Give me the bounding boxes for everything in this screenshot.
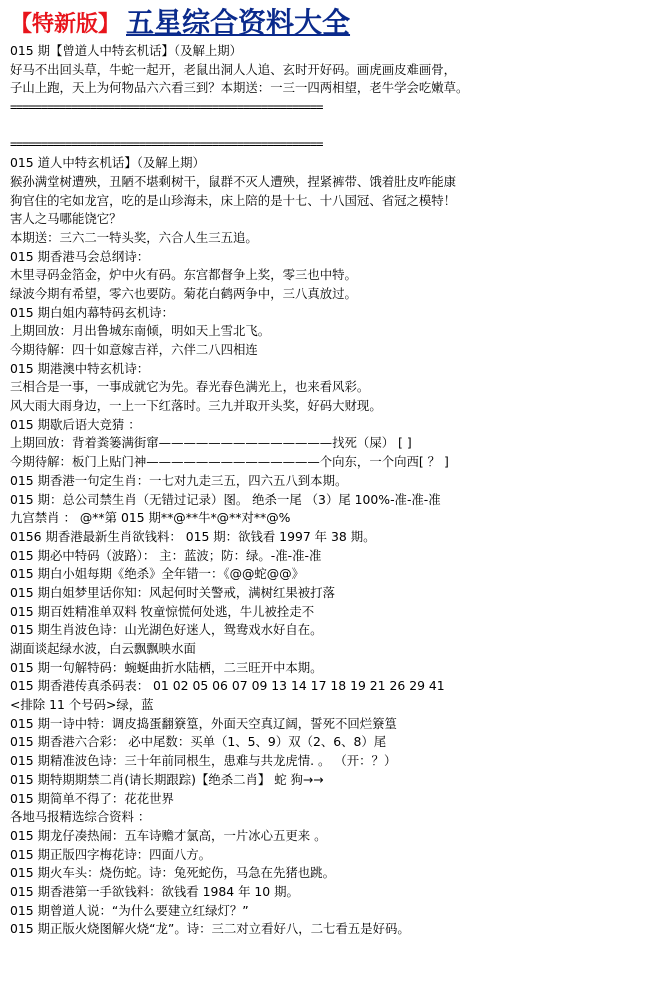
text-line: 0156 期香港最新生肖欲钱料： 015 期：欲钱看 1997 年 38 期。	[10, 528, 376, 544]
separator-line: ===================================================	[10, 100, 323, 115]
edition-badge: 【特新版】	[10, 12, 121, 37]
text-line: 015 期生肖波色诗：山光湖色好迷人，鸳鸯戏水好自在。	[10, 622, 323, 638]
text-line: 015 期一诗中特：调皮捣蛋翻簝篁，外面天空真辽阔，誓死不回烂簝篁	[10, 715, 397, 731]
text-line: 015 期正版四字梅花诗：四面八方。	[10, 846, 212, 862]
text-line: 015 期正版火烧图解火烧“龙”。诗：三二对立看好八，二七看五是好码。	[10, 921, 410, 937]
text-line: 015 期百姓精准单双料 牧童惊慌何处逃，牛儿被拴走不	[10, 603, 315, 619]
text-line: 015 期香港传真杀码表： 01 02 05 06 07 09 13 14 17 18 19 21 26 29 41	[10, 678, 445, 694]
text-line: 015 期白小姐每期《绝杀》全年错一：《@@蛇@@》	[10, 566, 304, 582]
text-line: 本期送：三六二一特头奖，六合人生三五追。	[10, 229, 258, 245]
text-line: 绿波今期有希望，零六也要防。菊花白鹤两争中，三八真放过。	[10, 285, 357, 301]
text-line: 015 期歇后语大竞猜 ：	[10, 416, 141, 432]
text-line: 015 期：总公司禁生肖（无错过记录）图。 绝杀一尾 （3）尾 100%-准-准-准	[10, 491, 441, 507]
text-line: 木里寻码金箔金，炉中火有码。东宫都督争上奖，零三也中特。	[10, 267, 357, 283]
text-line: 害人之马哪能饶它？	[10, 211, 122, 227]
text-line: 三相合是一事，一事成就它为先。春光春色满光上，也来看风彩。	[10, 379, 370, 395]
separator-line: ===================================================	[10, 137, 323, 152]
text-line: 九宫禁肖 ： @**第 015 期**@**牛*@**对**@%	[10, 510, 291, 526]
text-line: 猴孙满堂树遭殃，丑陋不堪剩树干，鼠群不灭人遭殃，捏紧裤带、饿着肚皮咋能康	[10, 173, 457, 189]
text-line: 湖面谈起绿水波，白云飘飘映水面	[10, 641, 196, 656]
text-line: 今期待解：板门上贴门神——————————————个向东，一个向西[ ？ ]	[10, 454, 449, 470]
text-line: 015 期必中特码（波路）： 主：蓝波；防：绿。-准-准-准	[10, 547, 322, 563]
document-header	[10, 2, 659, 40]
text-line: 015 期精准波色诗：三十年前同根生，患难与共龙虎情. 。 （开：？）	[10, 753, 397, 769]
text-line: 今期待解：四十如意嫁吉祥，六伴二八四相连	[10, 342, 258, 357]
text-line: 015 期白姐梦里话你知：风起何时关警戒，满树红果被打落	[10, 584, 335, 600]
text-line: 狗官住的宅如龙宫，吃的是山珍海未，床上陪的是十七、十八国冠、省冠之模特！	[10, 192, 457, 208]
text-line: 子山上跑，天上为何物品六六看三到？本期送：一三一四两相望，老牛学会吃嫩草。	[10, 80, 469, 96]
document-body	[10, 42, 659, 939]
text-line: 015 期曾道人说：“为什么要建立红绿灯？”	[10, 902, 249, 918]
text-line: 好马不出回头草，牛蛇一起开，老鼠出洞人人追、玄时开好码。画虎画皮难画骨，	[10, 61, 457, 77]
text-line: 015 期香港马会总纲诗：	[10, 248, 150, 264]
text-line: 015 期香港第一手欲钱料：欲钱看 1984 年 10 期。	[10, 883, 299, 899]
text-line: 015 期简单不得了：花花世界	[10, 790, 174, 806]
text-line: <排除 11 个号码>绿，蓝	[10, 697, 154, 713]
text-line: 015 期港澳中特玄机诗：	[10, 360, 150, 376]
blank-line	[10, 117, 659, 136]
text-line: 015 期特期期禁二肖(请长期跟踪)【绝杀二肖】 蛇 狗→→	[10, 771, 324, 787]
text-line: 上期回放：月出鲁城东南倾，明如天上雪北飞。	[10, 323, 271, 339]
text-line: 015 道人中特玄机话】（及解上期）	[10, 155, 205, 171]
text-line: 上期回放：背着粪篓满街窜——————————————找死（屎） [ ]	[10, 435, 412, 451]
text-line: 015 期香港六合彩： 必中尾数：买单（1、5、9）双（2、6、8）尾	[10, 734, 387, 750]
text-line: 015 期一句解特码：蜿蜒曲折水陆栖，二三旺开中本期。	[10, 659, 323, 675]
text-line: 015 期火车头：烧伤蛇。诗：兔死蛇伤，马急在先猪也跳。	[10, 865, 335, 881]
text-line: 015 期香港一句定生肖：一七对九走三五，四六五八到本期。	[10, 472, 348, 488]
text-line: 015 期【曾道人中特玄机话】（及解上期）	[10, 43, 243, 58]
text-line: 015 期龙仔凑热闹：五车诗赡才氯高，一片冰心五更来 。	[10, 827, 327, 843]
text-line: 风大雨大雨身边，一上一下红落时。三九并取开头奖，好码大财现。	[10, 398, 382, 414]
text-line: 015 期白姐内幕特码玄机诗：	[10, 304, 174, 320]
page-title: 五星综合资料大全	[126, 6, 351, 39]
text-line: 各地马报精选综合资料 ：	[10, 809, 151, 825]
